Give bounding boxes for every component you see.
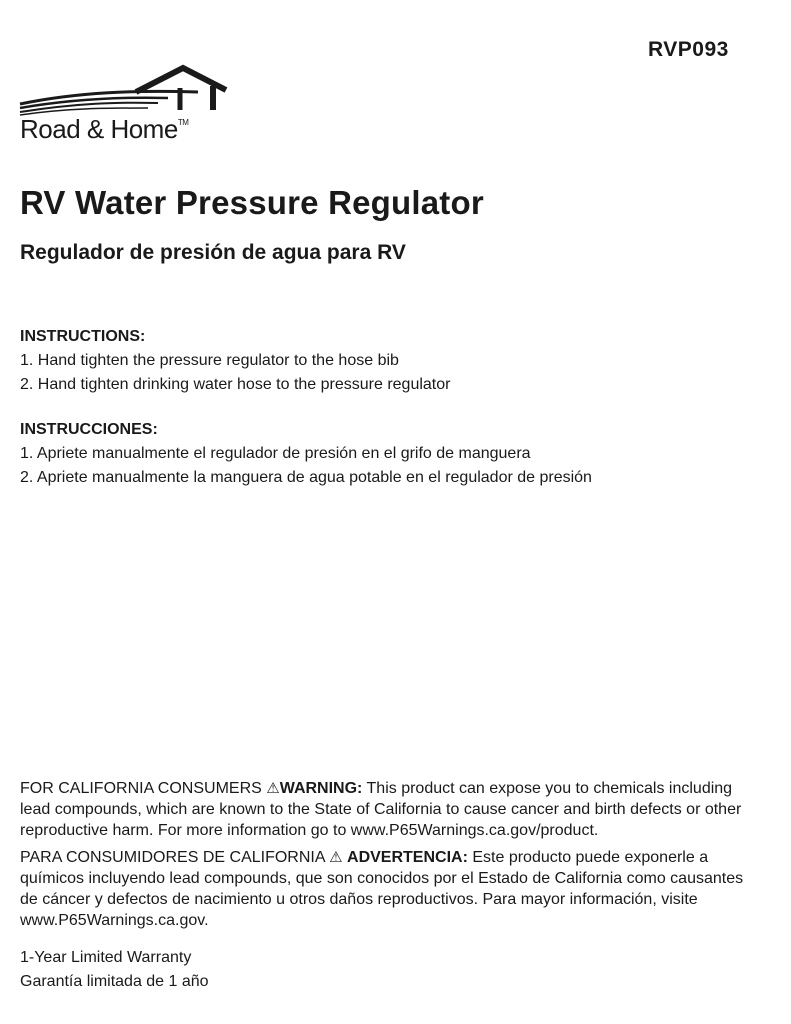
warning-text: This product can expose you to chemicals including lead compounds, which are known to the State of California to cause cancer and birth defects or other reproductive harm. For more information go to www.P65Warnings.ca.gov/product. (20, 780, 742, 839)
warning-triangle-icon: ⚠ (329, 849, 343, 866)
warranty (20, 946, 209, 994)
instructions-heading: INSTRUCTIONS: (20, 328, 146, 345)
warning-label-es: ADVERTENCIA: (347, 849, 468, 866)
instruction-step-es: 1. Apriete manualmente el regulador de presión en el grifo de manguera (20, 445, 531, 462)
page-title: RV Water Pressure Regulator (20, 184, 484, 221)
brand-logo (18, 62, 248, 152)
instruction-step: 2. Hand tighten drinking water hose to the pressure regulator (20, 376, 451, 393)
warning-label: WARNING: (279, 780, 363, 797)
instruction-step: 1. Hand tighten the pressure regulator to the hose bib (20, 352, 399, 369)
house-road-logo-icon (18, 62, 233, 117)
instruction-step-es: 2. Apriete manualmente la manguera de agua potable en el regulador de presión (20, 469, 592, 486)
instructions-heading-es: INSTRUCCIONES: (20, 421, 158, 438)
warning-english (20, 778, 760, 841)
warning-prefix-es: PARA CONSUMIDORES DE CALIFORNIA (20, 849, 325, 866)
brand-name: Road & Home™ (20, 114, 189, 144)
warning-triangle-icon: ⚠ (266, 780, 280, 797)
warranty-spanish: Garantía limitada de 1 año (20, 973, 209, 990)
prop65-warnings (20, 778, 760, 937)
warning-spanish (20, 847, 760, 931)
instructions-english (20, 325, 450, 397)
instructions-spanish (20, 418, 592, 490)
warning-text-es: Este producto puede exponerle a químicos incluyendo lead compounds, que son conocidos por el Estado de California como causantes de cáncer y defectos de nacimiento u otros daños reproductivos. Para mayor información, visite www.P65Warnings.ca.gov. (20, 849, 744, 929)
model-number: RVP093 (648, 38, 729, 61)
page-subtitle: Regulador de presión de agua para RV (20, 241, 406, 264)
warning-prefix: FOR CALIFORNIA CONSUMERS (20, 780, 262, 797)
warranty-english: 1-Year Limited Warranty (20, 949, 192, 966)
